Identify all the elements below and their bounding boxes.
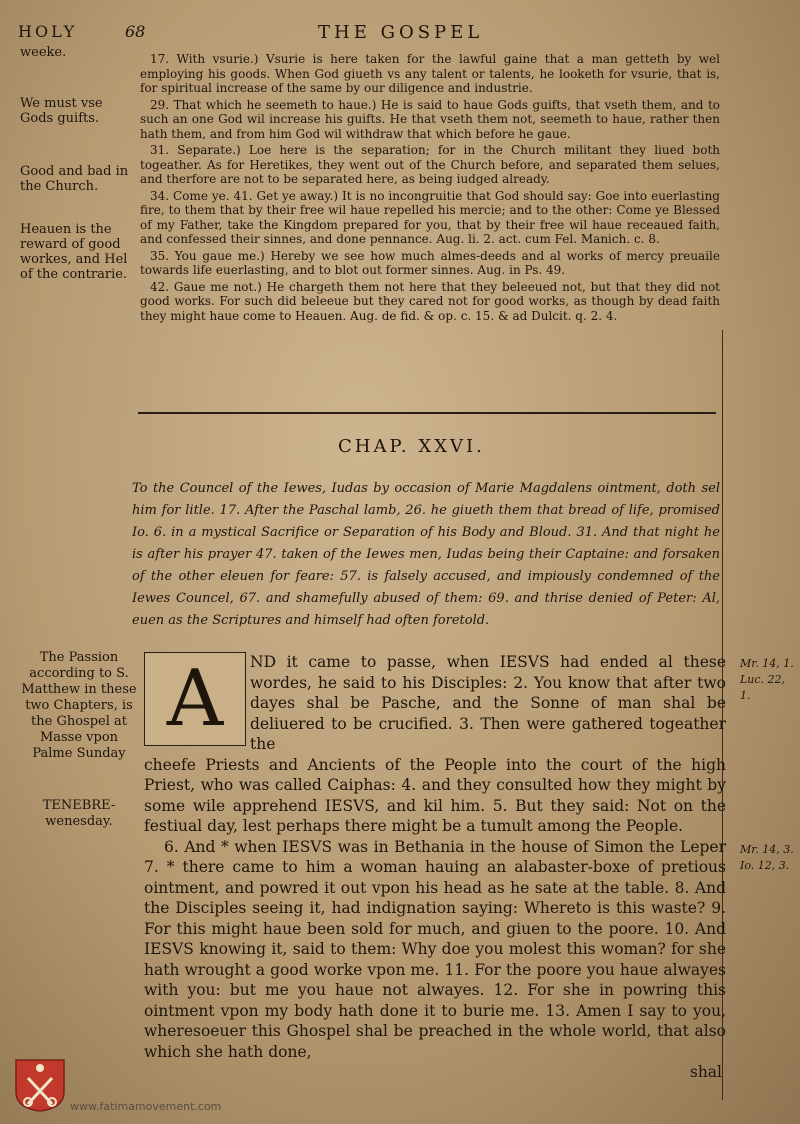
dropcap-letter: A xyxy=(166,654,224,744)
running-head-sub: weeke. xyxy=(20,45,67,60)
chapter-title: CHAP. XXVI. xyxy=(338,436,485,457)
chapter-summary: To the Councel of the Iewes, Iudas by occasion of Marie Magdalens ointment, doth sel him for litle. 17. After the Paschal lamb, 26. he giueth them that bread of life, promised Io. 6. in a mystical Sacrifice or Separation of his Body and Bloud. 31. And that night he is after his prayer 47. taken of the Iewes men, Iudas being their Captaine: and forsaken of the other eleuen for feare: 57. is falsely accused, and impiously condemned of the Iewes Councel, 67. and shamefully abused of them: 69. and thrise denied of Peter: Al, euen as the Scriptures and himself had often foretold. xyxy=(132,481,720,628)
annotation: 35. You gaue me.) Hereby we see how much almes-deeds and al works of mercy preuaile towards life euerlasting, and to blot out former sinnes. Aug. in Ps. 49. xyxy=(140,248,720,277)
left-margin-note: TENEBRE-wenesday. xyxy=(42,798,116,829)
verse-continued: cheefe Priests and Ancients of the People into the court of the high Priest, who was called Caiphas: 4. and they consulted how they might by some wile apprehend IESVS, and kil him. 5. But they said: Not on the festiual day, lest perhaps there might be a tumult among the People. xyxy=(144,755,726,835)
margin-note: We must vse Gods guifts. xyxy=(20,96,103,126)
annotations-block xyxy=(140,52,720,325)
margin-note: Good and bad in the Church. xyxy=(20,164,129,194)
annotation: 34. Come ye. 41. Get ye away.) It is no incongruitie that God should say: Goe into euerlasting fire, to them that by their free wil haue repelled his mercie; and to the other: Come ye Blessed of my Father, take the Kingdom prepared for you, that by their free wil haue receaued faith, and confessed their sinnes, and done pennance. Aug. li. 2. act. cum Fel. Manich. c. 8. xyxy=(140,188,720,246)
annotation: 17. With vsurie.) Vsurie is here taken for the lawful gaine that a man getteth by wel employing his goods. When God giueth vs any talent or talents, he looketh for vsurie, that is, for spiritual increase of the same by our diligence and industrie. xyxy=(140,52,720,95)
annotation: 29. That which he seemeth to haue.) He is said to haue Gods guifts, that vseth them, and to such an one God wil increase his guifts. He that vseth them not, seemeth to haue, rather then hath them, and from him God wil withdraw that which before he gaue. xyxy=(140,97,720,141)
running-head-title: THE GOSPEL xyxy=(318,22,484,43)
annotation: 42. Gaue me not.) He chargeth them not here that they beleeued not, but that they did not good works. For such did beleeue but they cared not for good works, as though by dead faith they might haue come to Heauen. Aug. de fid. & op. c. 15. & ad Dulcit. q. 2. 4. xyxy=(140,279,720,323)
cross-reference: Mr. 14, 1. Luc. 22, 1. xyxy=(740,657,794,702)
annotation: 31. Separate.) Loe here is the separation; for in the Church militant they liued both togeather. As for Heretikes, they went out of the Church before, and separated them selues, and therfore are not to be separated here, as being iudged already. xyxy=(140,143,720,186)
scripture-text xyxy=(144,652,726,1083)
catchword: shal xyxy=(689,1063,722,1081)
papal-keys-seal-icon xyxy=(14,1056,66,1112)
margin-note: Heauen is the reward of good workes, and Hel of the contrarie. xyxy=(20,222,128,282)
left-margin-note: The Passion according to S. Matthew in these two Chapters, is the Ghospel at Masse vpon Palme Sunday xyxy=(21,650,137,761)
verse-lead: ND it came to passe, when IESVS had ended al these wordes, he said to his Disciples: 2. You know that after two dayes shal be Pasche, and the Sonne of man shal be deliuered to be crucified. 3. Then were gathered togeather the xyxy=(250,653,726,753)
running-head-left: HOLY xyxy=(18,22,78,41)
watermark-website: www.fatimamovement.com xyxy=(70,1100,222,1113)
cross-reference: Mr. 14, 3. Io. 12, 3. xyxy=(740,843,794,872)
section-divider xyxy=(138,412,716,414)
verse-paragraph: 6. And * when IESVS was in Bethania in the house of Simon the Leper 7. * there came to him a woman hauing an alabaster-boxe of pretious ointment, and powred it out vpon his head as he sate at the table. 8. And the Disciples seeing it, had indignation saying: Whereto is this waste? 9. For this might haue been sold for much, and giuen to the poore. 10. And IESVS knowing it, said to them: Why doe you molest this woman? for she hath wrought a good worke vpon me. 11. For the poore you haue alwayes with you: but me you haue not alwayes. 12. For she in powring this ointment vpon my body hath done it to burie me. 13. Amen I say to you, wheresoeuer this Ghospel shal be preached in the whole world, that also which she hath done, xyxy=(144,837,726,1061)
page-number: 68 xyxy=(125,22,146,41)
